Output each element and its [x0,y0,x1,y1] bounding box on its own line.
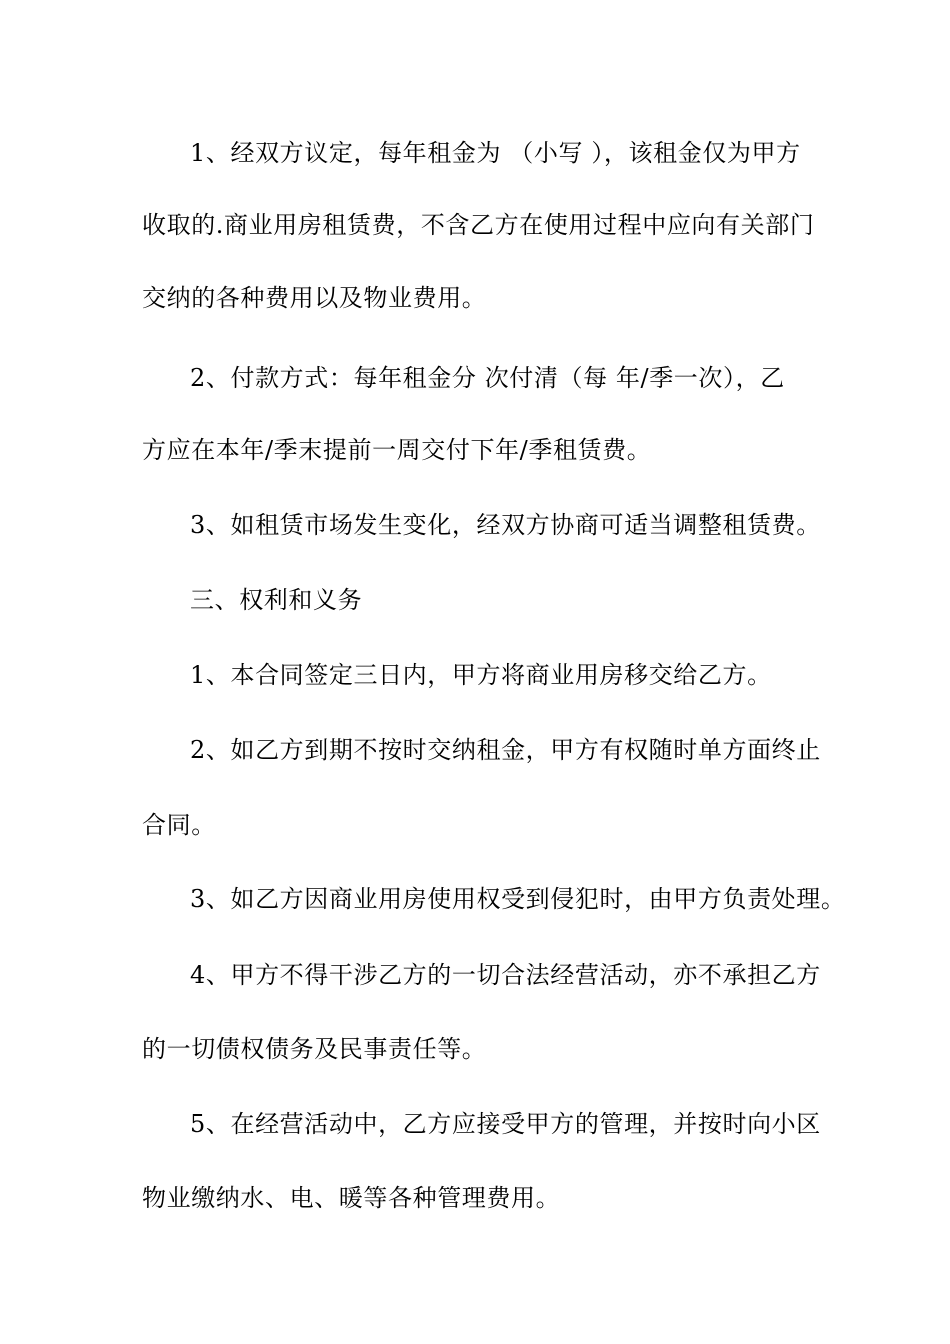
section-heading: 三、权利和义务 [190,586,363,614]
paragraph-8-line-1: 5、在经营活动中，乙方应接受甲方的管理，并按时向小区 [190,1110,821,1138]
paragraph-1-line-1: 1、经双方议定，每年租金为 （小写 ），该租金仅为甲方 [190,139,801,167]
paragraph-2-line-1: 2、付款方式：每年租金分 次付清（每 年/季一次），乙 [190,364,785,392]
paragraph-7-line-2: 的一切债权债务及民事责任等。 [142,1035,487,1063]
paragraph-4-line-1: 1、本合同签定三日内，甲方将商业用房移交给乙方。 [190,661,772,689]
paragraph-3-line-1: 3、如租赁市场发生变化，经双方协商可适当调整租赁费。 [190,511,821,539]
paragraph-8-line-2: 物业缴纳水、电、暖等各种管理费用。 [142,1184,561,1212]
paragraph-1-line-2: 收取的.商业用房租赁费，不含乙方在使用过程中应向有关部门 [142,211,815,239]
paragraph-2-line-2: 方应在本年/季末提前一周交付下年/季租赁费。 [142,436,652,464]
paragraph-1-line-3: 交纳的各种费用以及物业费用。 [142,284,487,312]
paragraph-5-line-1: 2、如乙方到期不按时交纳租金，甲方有权随时单方面终止 [190,736,821,764]
paragraph-7-line-1: 4、甲方不得干涉乙方的一切合法经营活动，亦不承担乙方 [190,961,821,989]
paragraph-5-line-2: 合同。 [142,811,216,839]
paragraph-6-line-1: 3、如乙方因商业用房使用权受到侵犯时，由甲方负责处理。 [190,885,846,913]
